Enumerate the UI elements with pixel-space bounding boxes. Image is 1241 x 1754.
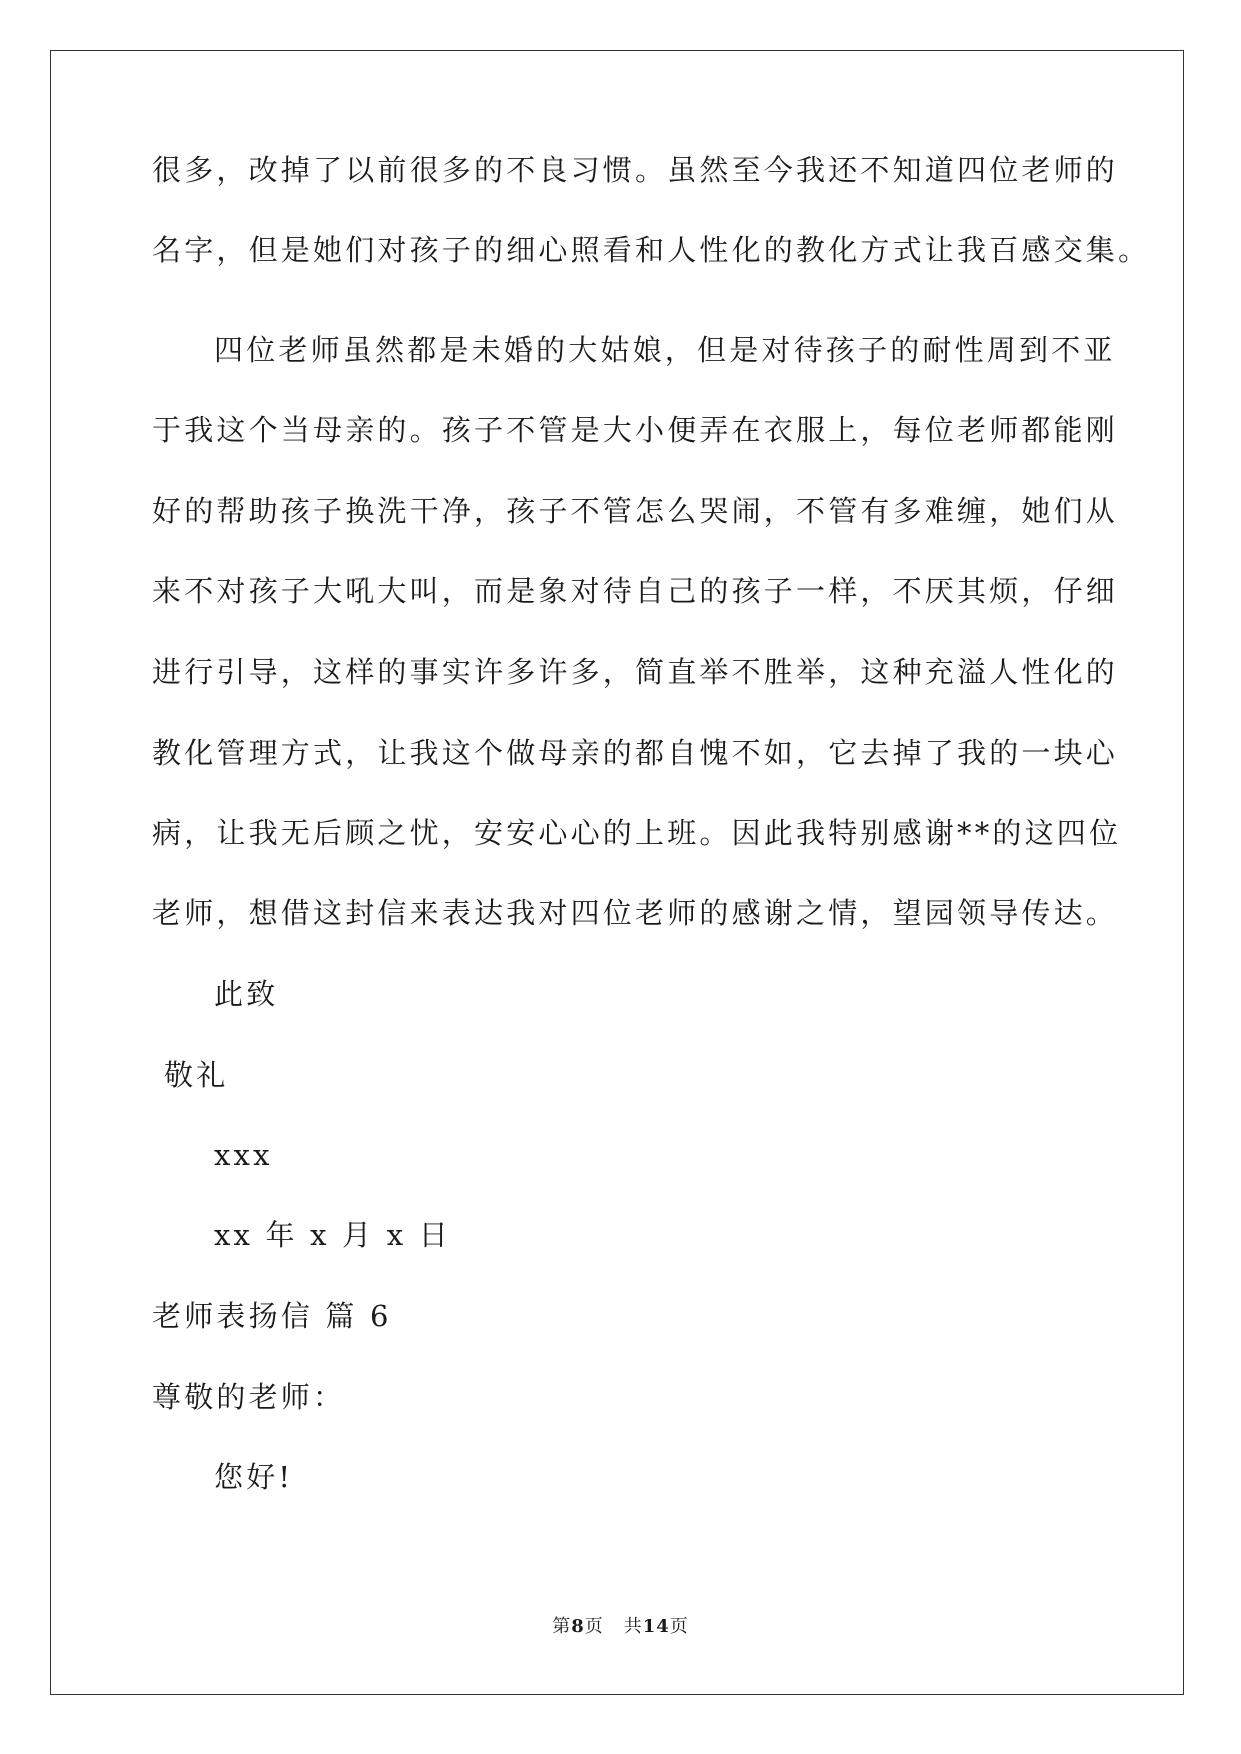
footer-total-suffix: 页	[669, 1616, 689, 1637]
body-line-10: 老师，想借这封信来表达我对四位老师的感谢之情，望园领导传达。	[152, 896, 1119, 930]
date-text: xx 年 x 月 x 日	[214, 1218, 451, 1252]
footer-page-suffix: 页	[584, 1616, 604, 1637]
section-title: 老师表扬信 篇 6	[152, 1299, 392, 1333]
body-line-6: 来不对孩子大吼大叫，而是象对待自己的孩子一样，不厌其烦，仔细	[152, 574, 1119, 608]
page-footer	[0, 1615, 1241, 1639]
body-line-4: 于我这个当母亲的。孩子不管是大小便弄在衣服上，每位老师都能刚	[152, 413, 1119, 447]
body-line-7: 进行引导，这样的事实许多许多，简直举不胜举，这种充溢人性化的	[152, 655, 1119, 689]
footer-total-prefix: 共	[623, 1616, 643, 1637]
salute-text: 敬礼	[164, 1058, 229, 1092]
body-line-9: 病，让我无后顾之忧，安安心心的上班。因此我特别感谢**的这四位	[152, 816, 1122, 850]
signature-text: xxx	[214, 1138, 273, 1172]
footer-prefix: 第	[552, 1616, 572, 1637]
closing-text: 此致	[214, 977, 279, 1011]
hello-text: 您好!	[214, 1460, 294, 1494]
body-line-1: 很多，改掉了以前很多的不良习惯。虽然至今我还不知道四位老师的	[152, 153, 1119, 187]
greeting-text: 尊敬的老师：	[152, 1380, 346, 1414]
page-frame	[50, 50, 1184, 1695]
footer-total-pages: 14	[642, 1616, 670, 1637]
body-line-2: 名字，但是她们对孩子的细心照看和人性化的教化方式让我百感交集。	[152, 233, 1151, 267]
body-line-8: 教化管理方式，让我这个做母亲的都自愧不如，它去掉了我的一块心	[152, 736, 1119, 770]
body-line-5: 好的帮助孩子换洗干净，孩子不管怎么哭闹，不管有多难缠，她们从	[152, 494, 1119, 528]
footer-page-number: 8	[571, 1616, 585, 1637]
body-line-3: 四位老师虽然都是未婚的大姑娘，但是对待孩子的耐性周到不亚	[214, 333, 1116, 367]
